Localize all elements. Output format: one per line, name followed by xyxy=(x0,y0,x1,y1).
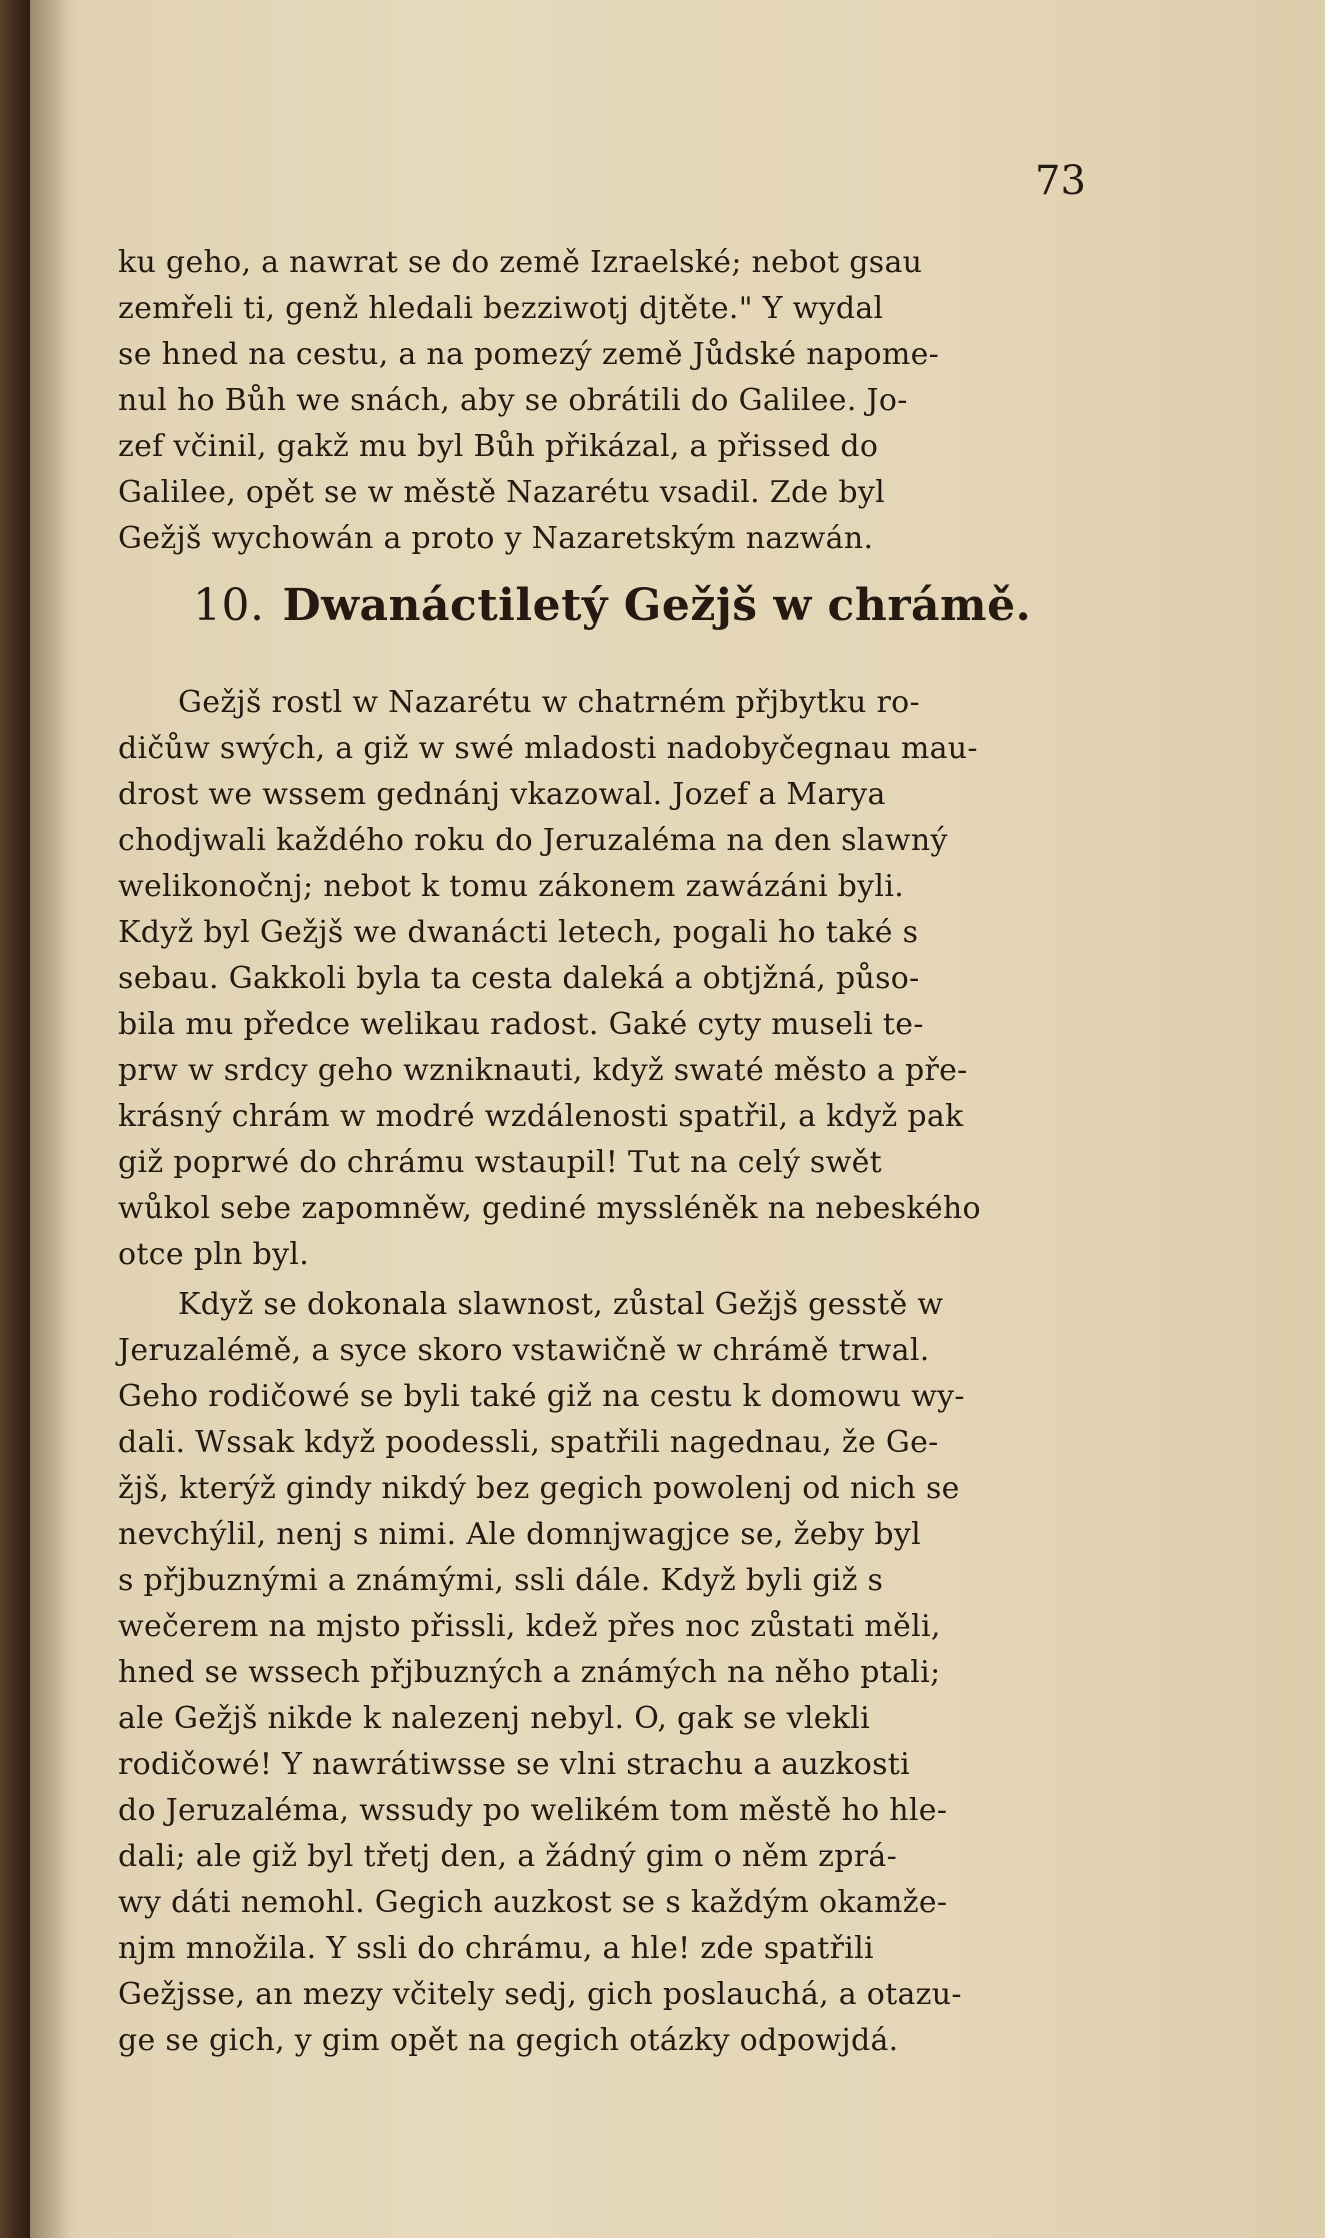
text-line: Galilee, opět se w městě Nazarétu vsadil. Zde byl xyxy=(118,475,885,510)
text-line: s přjbuznými a známými, ssli dále. Když byli giž s xyxy=(118,1563,884,1598)
text-line: dali; ale giž byl třetj den, a žádný gim o něm zprá- xyxy=(118,1839,898,1874)
text-line: se hned na cestu, a na pomezý země Jůdské napome- xyxy=(118,337,940,372)
text-line: zemřeli ti, genž hledali bezziwotj djtěte." Y wydal xyxy=(118,291,884,326)
text-line: njm množila. Y ssli do chrámu, a hle! zde spatřili xyxy=(118,1931,874,1966)
text-line: drost we wssem gednánj vkazowal. Jozef a Marya xyxy=(118,777,886,812)
text-line: otce pln byl. xyxy=(118,1237,310,1272)
text-line: wy dáti nemohl. Gegich auzkost se s každým okamže- xyxy=(118,1885,948,1920)
text-line: Když se dokonala slawnost, zůstal Gežjš gesstě w xyxy=(178,1287,944,1322)
text-line: welikonočnj; nebot k tomu zákonem zawázáni byli. xyxy=(118,869,905,904)
text-line: žjš, kterýž gindy nikdý bez gegich powolenj od nich se xyxy=(118,1471,960,1506)
text-line: Když byl Gežjš we dwanácti letech, pogali ho také s xyxy=(118,915,919,950)
text-line: dali. Wssak když poodessli, spatřili nagednau, že Ge- xyxy=(118,1425,939,1460)
text-line: wůkol sebe zapomněw, gediné myssléněk na nebeského xyxy=(118,1191,981,1226)
text-line: ge se gich, y gim opět na gegich otázky odpowjdá. xyxy=(118,2023,899,2058)
text-line: krásný chrám w modré wzdálenosti spatřil, a když pak xyxy=(118,1099,964,1134)
page-number: 73 xyxy=(1035,158,1086,204)
gutter-shadow xyxy=(30,0,70,2238)
text-line: nul ho Bůh we snách, aby se obrátili do Galilee. Jo- xyxy=(118,383,908,418)
text-line: nevchýlil, nenj s nimi. Ale domnjwagjce se, žeby byl xyxy=(118,1517,922,1552)
text-line: wečerem na mjsto přissli, kdež přes noc zůstati měli, xyxy=(118,1609,941,1644)
text-line: ale Gežjš nikde k nalezenj nebyl. O, gak se vlekli xyxy=(118,1701,871,1736)
text-line: hned se wssech přjbuzných a známých na něho ptali; xyxy=(118,1655,941,1690)
text-line: prw w srdcy geho wzniknauti, když swaté město a pře- xyxy=(118,1053,968,1088)
text-line: chodjwali každého roku do Jeruzaléma na den slawný xyxy=(118,823,948,858)
text-line: bila mu předce welikau radost. Gaké cyty museli te- xyxy=(118,1007,924,1042)
book-binding-edge xyxy=(0,0,30,2238)
text-line: do Jeruzaléma, wssudy po welikém tom městě ho hle- xyxy=(118,1793,948,1828)
text-line: Jeruzalémě, a syce skoro vstawičně w chrámě trwal. xyxy=(118,1333,930,1368)
text-line: rodičowé! Y nawrátiwsse se vlni strachu a auzkosti xyxy=(118,1747,911,1782)
text-line: dičůw swých, a giž w swé mladosti nadobyčegnau mau- xyxy=(118,731,978,766)
section-title: Dwanáctiletý Gežjš w chrámě. xyxy=(282,580,1032,631)
text-line: Gežjš wychowán a proto y Nazaretským nazwán. xyxy=(118,521,874,556)
text-line: ku geho, a nawrat se do země Izraelské; nebot gsau xyxy=(118,245,923,280)
text-line: Geho rodičowé se byli také giž na cestu k domowu wy- xyxy=(118,1379,965,1414)
section-number: 10. xyxy=(193,580,265,631)
text-line: Gežjsse, an mezy včitely sedj, gich poslauchá, a otazu- xyxy=(118,1977,962,2012)
text-line: sebau. Gakkoli byla ta cesta daleká a obtjžná, půso- xyxy=(118,961,920,996)
section-heading xyxy=(193,580,1031,631)
text-line: giž poprwé do chrámu wstaupil! Tut na celý swět xyxy=(118,1145,882,1180)
text-line: Gežjš rostl w Nazarétu w chatrném přjbytku ro- xyxy=(178,685,920,720)
text-line: zef včinil, gakž mu byl Bůh přikázal, a přissed do xyxy=(118,429,879,464)
